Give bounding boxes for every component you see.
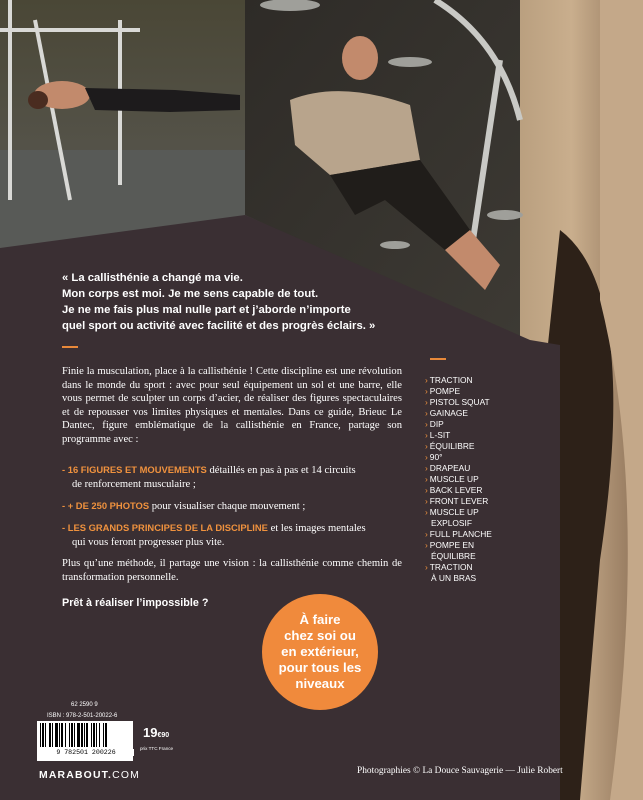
- badge-line: chez soi ou: [284, 628, 356, 643]
- figure-label-cont: ÉQUILIBRE: [431, 551, 476, 561]
- arrow-icon: ›: [425, 485, 428, 495]
- figure-label: MUSCLE UP: [429, 507, 479, 517]
- figure-label-cont: À UN BRAS: [431, 573, 477, 583]
- figure-label: BACK LEVER: [429, 485, 483, 495]
- bullet-text: et les images mentales: [267, 523, 366, 534]
- outro-text: Plus qu’une méthode, il partage une vision : la callisthénie comme chemin de transformation personnelle.: [62, 558, 402, 583]
- bullet-item: [62, 521, 392, 549]
- figure-label-cont: EXPLOSIF: [431, 518, 472, 528]
- orange-divider: [430, 358, 446, 360]
- figure-label: TRACTION: [429, 562, 473, 572]
- brand-name: MARABOUT.: [39, 770, 113, 781]
- badge-line: niveaux: [295, 676, 345, 691]
- figure-item: [425, 430, 525, 441]
- quote-line: Je ne me fais plus mal nulle part et j’aborde n’importe: [62, 304, 351, 316]
- quote-line: « La callisthénie a changé ma vie.: [62, 272, 243, 284]
- price-value: 19: [143, 725, 158, 740]
- arrow-icon: ›: [425, 419, 428, 429]
- intro-text: Finie la musculation, place à la callisthénie ! Cette discipline est une révolution dans le monde du sport : avec pour seul équipement un sol et une barre, elle vous permet de sculpter un corps d’acier, de réaliser des figures spectaculaires et de repousser vos limites physiques et mentales. Dans ce guide, Brieuc Le Dantec, figure emblématique de la callisthénie en France, partage son programme avec :: [62, 366, 402, 445]
- arrow-icon: ›: [425, 496, 428, 506]
- arrow-icon: ›: [425, 452, 428, 462]
- bullet-highlight: - LES GRANDS PRINCIPES DE LA DISCIPLINE: [62, 522, 268, 533]
- bullet-cont: de renforcement musculaire ;: [72, 478, 196, 490]
- promo-badge: [262, 594, 378, 710]
- figure-label: TRACTION: [429, 375, 473, 385]
- bullet-item: [62, 499, 392, 514]
- arrow-icon: ›: [425, 529, 428, 539]
- bullet-text: détaillés en pas à pas et 14 circuits: [206, 465, 356, 476]
- figure-label: ÉQUILIBRE: [429, 441, 475, 451]
- figures-list: [425, 375, 525, 584]
- figure-label: GAINAGE: [429, 408, 468, 418]
- arrow-icon: ›: [425, 507, 428, 517]
- arrow-icon: ›: [425, 562, 428, 572]
- arrow-icon: ›: [425, 441, 428, 451]
- figure-label: FRONT LEVER: [429, 496, 489, 506]
- price: [143, 725, 169, 740]
- figure-label: MUSCLE UP: [429, 474, 479, 484]
- outro: [62, 557, 402, 584]
- figure-item: [425, 474, 525, 485]
- badge-line: pour tous les: [278, 660, 362, 675]
- bullet-text: pour visualiser chaque mouvement ;: [149, 501, 306, 512]
- barcode-bars: [37, 721, 133, 749]
- arrow-icon: ›: [425, 397, 428, 407]
- figure-label: DIP: [429, 419, 444, 429]
- figure-item: [425, 463, 525, 474]
- figure-label: FULL PLANCHE: [429, 529, 492, 539]
- photo-credits: Photographies © La Douce Sauvagerie — Julie Robert: [357, 766, 563, 776]
- figure-item: [425, 485, 525, 496]
- description: [62, 365, 402, 447]
- figure-item: [425, 441, 525, 452]
- publisher-logo: [39, 770, 140, 781]
- barcode-number: 9 782501 200226: [38, 749, 134, 756]
- figure-item: [425, 397, 525, 408]
- arrow-icon: ›: [425, 386, 428, 396]
- orange-divider: [62, 346, 78, 348]
- bullet-highlight: - + DE 250 PHOTOS: [62, 500, 150, 511]
- arrow-icon: ›: [425, 375, 428, 385]
- figure-item: [425, 452, 525, 463]
- isbn: ISBN : 978-2-501-20022-6: [47, 713, 118, 719]
- quote-line: quel sport ou activité avec facilité et des progrès éclairs. »: [62, 320, 376, 332]
- figure-label: POMPE EN: [429, 540, 475, 550]
- price-note: prix TTC France: [140, 746, 174, 751]
- figure-label: DRAPEAU: [429, 463, 471, 473]
- figure-item: [425, 507, 525, 529]
- arrow-icon: ›: [425, 430, 428, 440]
- figure-item: [425, 529, 525, 540]
- figure-item: [425, 562, 525, 584]
- bullet-item: [62, 463, 392, 491]
- brand-com: COM: [112, 770, 140, 781]
- price-cents: €90: [157, 732, 170, 739]
- figure-label: PISTOL SQUAT: [429, 397, 490, 407]
- figure-item: [425, 375, 525, 386]
- figure-item: [425, 496, 525, 507]
- arrow-icon: ›: [425, 474, 428, 484]
- figure-item: [425, 419, 525, 430]
- arrow-icon: ›: [425, 540, 428, 550]
- code-top: 62 2590 9: [71, 702, 98, 708]
- quote: [62, 270, 422, 334]
- arrow-icon: ›: [425, 408, 428, 418]
- figure-item: [425, 540, 525, 562]
- figure-label: 90°: [429, 452, 443, 462]
- figure-label: POMPE: [429, 386, 461, 396]
- question: Prêt à réaliser l’impossible ?: [62, 597, 209, 609]
- badge-line: en extérieur,: [281, 644, 359, 659]
- bullet-highlight: - 16 FIGURES ET MOUVEMENTS: [62, 464, 207, 475]
- quote-line: Mon corps est moi. Je me sens capable de tout.: [62, 288, 319, 300]
- figure-label: L-SIT: [429, 430, 451, 440]
- arrow-icon: ›: [425, 463, 428, 473]
- figure-item: [425, 408, 525, 419]
- badge-line: À faire: [299, 612, 341, 627]
- figure-item: [425, 386, 525, 397]
- bullet-cont: qui vous feront progresser plus vite.: [72, 536, 225, 548]
